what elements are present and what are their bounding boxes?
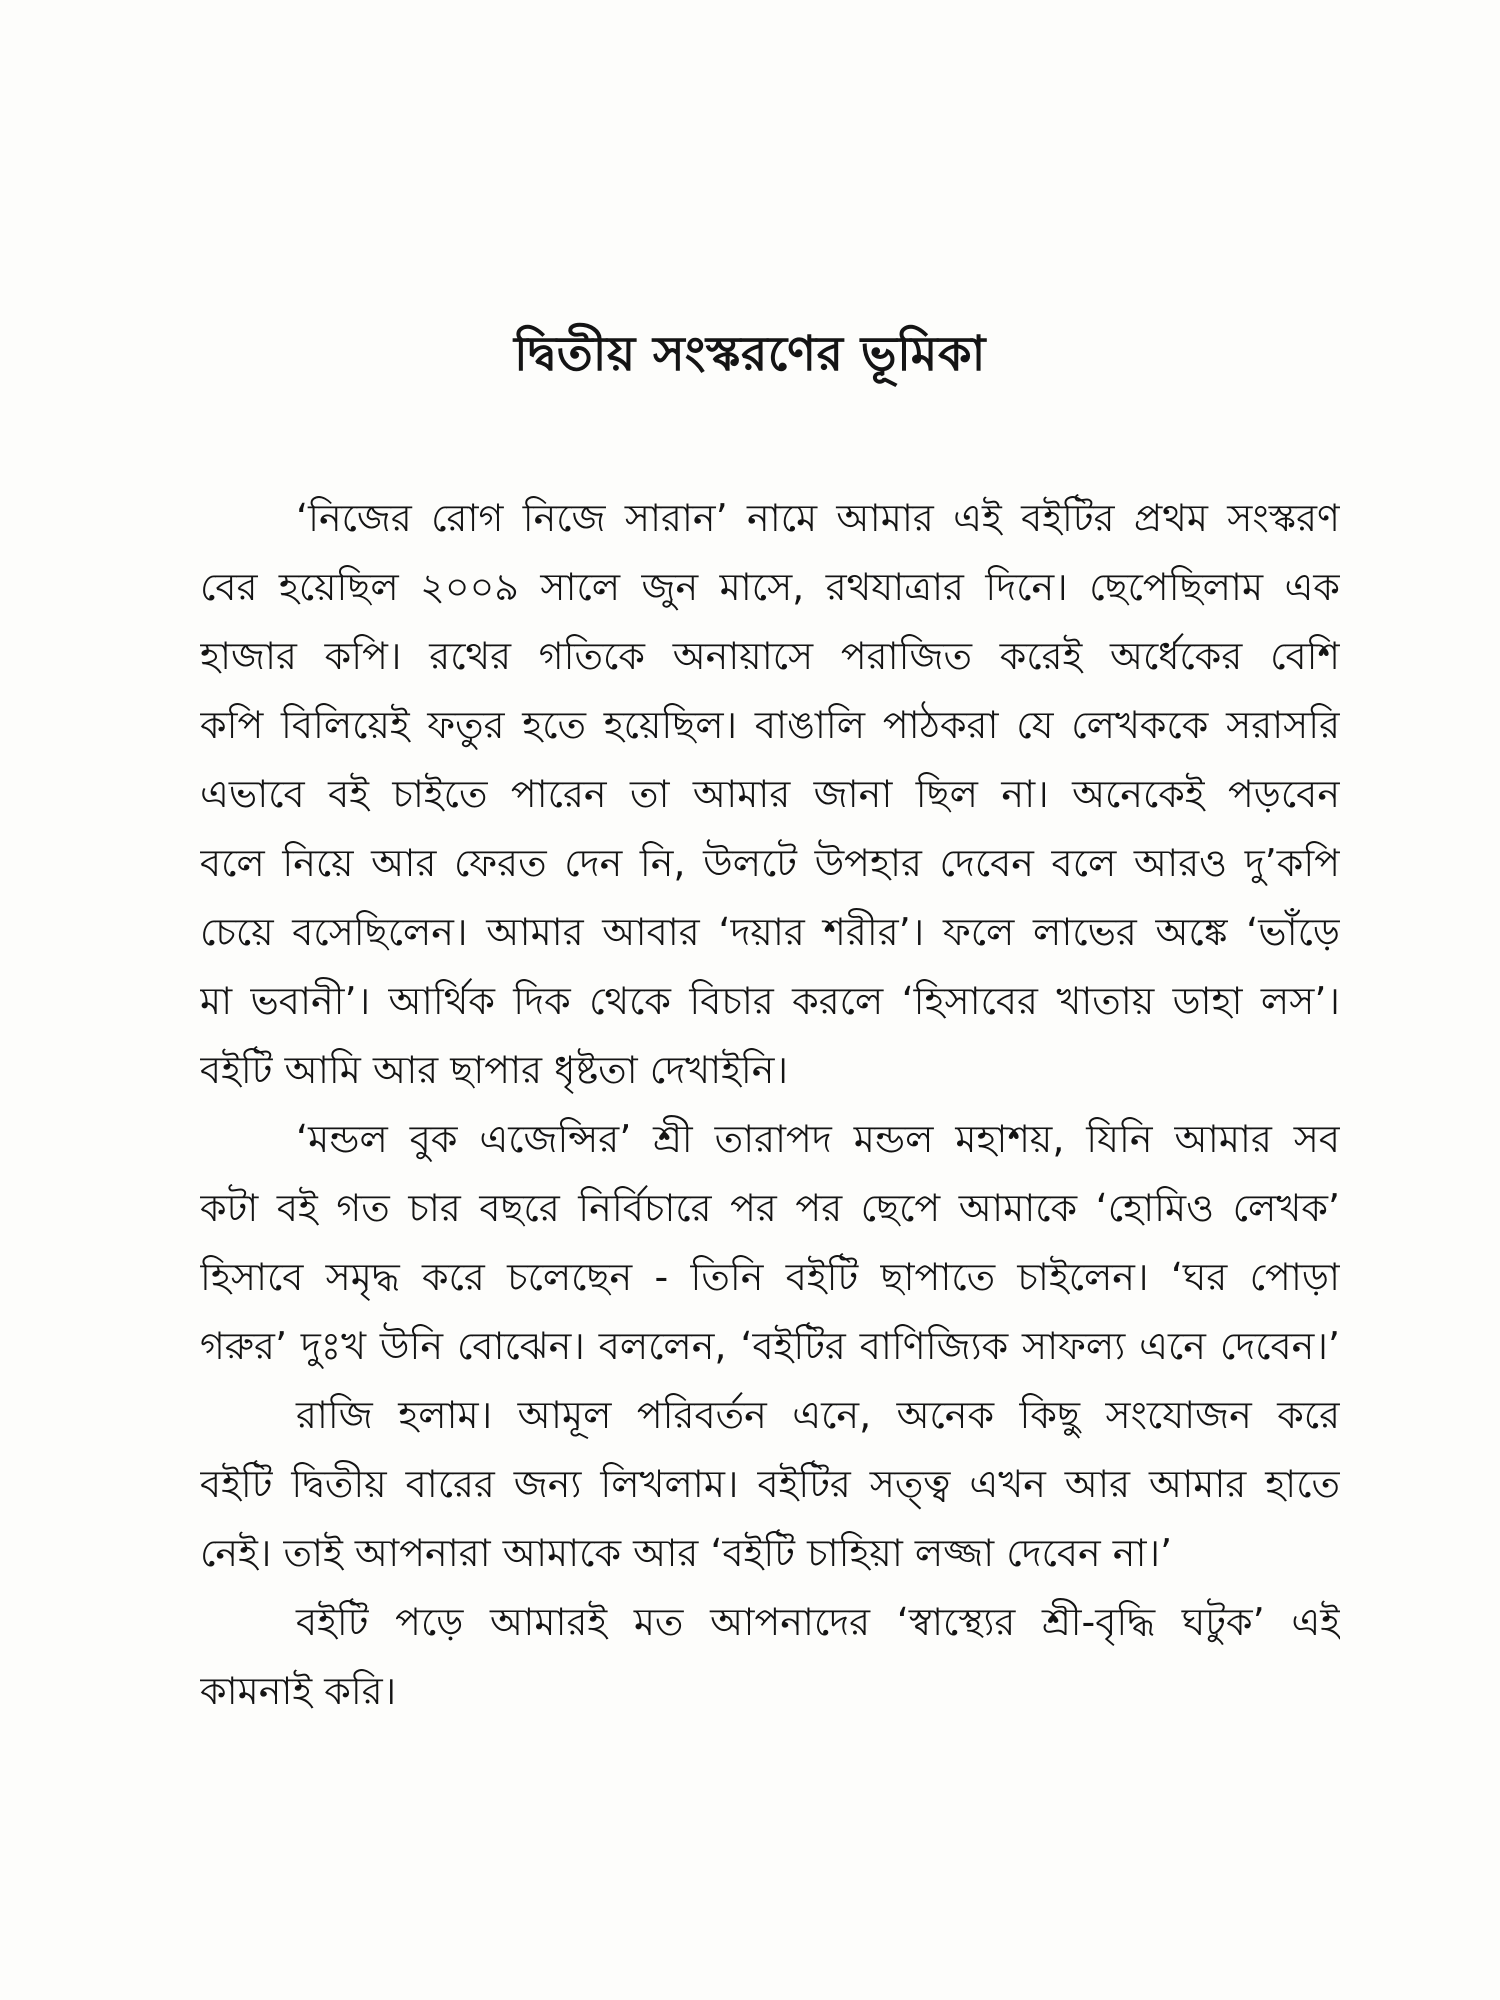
text-line: হাজার কপি। রথের গতিকে অনায়াসে পরাজিত করেই অর্ধেকের বেশি: [200, 634, 1340, 678]
text-line: রাজি হলাম। আমূল পরিবর্তন এনে, অনেক কিছু সংযোজন করে: [296, 1393, 1340, 1437]
page-title: দ্বিতীয় সংস্করণের ভূমিকা: [514, 326, 986, 382]
text-line: বের হয়েছিল ২০০৯ সালে জুন মাসে, রথযাত্রার দিনে। ছেপেছিলাম এক: [200, 565, 1340, 609]
text-line: চেয়ে বসেছিলেন। আমার আবার ‘দয়ার শরীর’। ফলে লাভের অঙ্কে ‘ভাঁড়ে: [200, 910, 1340, 954]
text-line: ‘মন্ডল বুক এজেন্সির’ শ্রী তারাপদ মন্ডল মহাশয়, যিনি আমার সব: [296, 1117, 1340, 1161]
text-line: মা ভবানী’। আর্থিক দিক থেকে বিচার করলে ‘হিসাবের খাতায় ডাহা লস’।: [200, 979, 1340, 1023]
text-line: কটা বই গত চার বছরে নির্বিচারে পর পর ছেপে আমাকে ‘হোমিও লেখক’: [200, 1186, 1340, 1230]
text-line: ‘নিজের রোগ নিজে সারান’ নামে আমার এই বইটির প্রথম সংস্করণ: [296, 496, 1340, 540]
text-line: বলে নিয়ে আর ফেরত দেন নি, উলটে উপহার দেবেন বলে আরও দু’কপি: [200, 841, 1340, 885]
text-line: কামনাই করি।: [200, 1669, 397, 1713]
text-line: বইটি পড়ে আমারই মত আপনাদের ‘স্বাস্থ্যের শ্রী-বৃদ্ধি ঘটুক’ এই: [296, 1600, 1340, 1644]
text-line: বইটি আমি আর ছাপার ধৃষ্টতা দেখাইনি।: [200, 1048, 789, 1092]
preface-body: [200, 484, 1340, 1726]
text-line: এভাবে বই চাইতে পারেন তা আমার জানা ছিল না। অনেকেই পড়বেন: [200, 772, 1340, 816]
text-line: হিসাবে সমৃদ্ধ করে চলেছেন - তিনি বইটি ছাপাতে চাইলেন। ‘ঘর পোড়া: [200, 1255, 1340, 1299]
text-line: কপি বিলিয়েই ফতুর হতে হয়েছিল। বাঙালি পাঠকরা যে লেখককে সরাসরি: [200, 703, 1340, 747]
text-line: নেই। তাই আপনারা আমাকে আর ‘বইটি চাহিয়া লজ্জা দেবেন না।’: [200, 1531, 1173, 1575]
text-line: বইটি দ্বিতীয় বারের জন্য লিখলাম। বইটির সত্ত্ব এখন আর আমার হাতে: [200, 1462, 1340, 1506]
text-line: গরুর’ দুঃখ উনি বোঝেন। বললেন, ‘বইটির বাণিজ্যিক সাফল্য এনে দেবেন।’: [200, 1324, 1340, 1368]
